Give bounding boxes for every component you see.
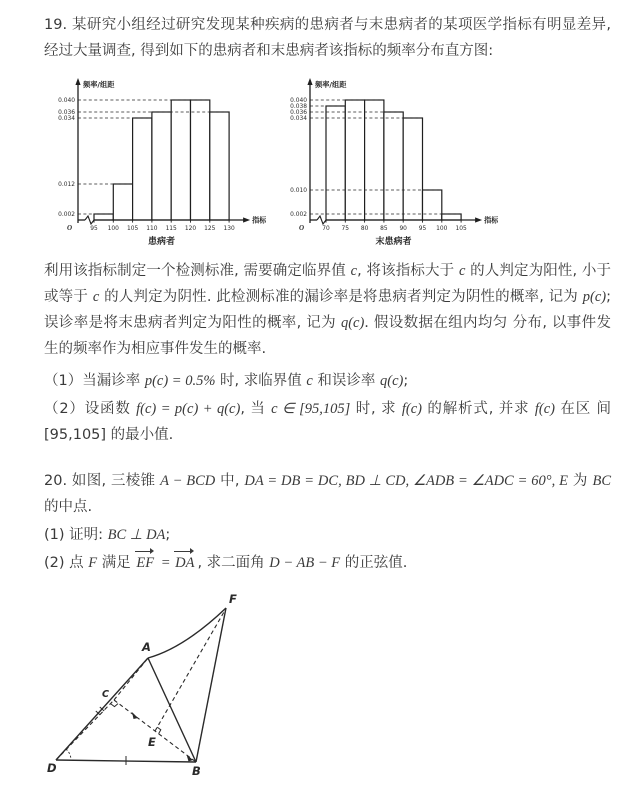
- x-tick-label: 75: [341, 226, 350, 232]
- y-tick-label: 0.002: [290, 212, 307, 219]
- text-segment: BC: [592, 473, 612, 489]
- text-segment: D − AB − F: [269, 555, 341, 571]
- histogram-bar: [191, 100, 210, 220]
- vertex-label-F: F: [229, 592, 237, 606]
- text-segment: f(c) = p(c) + q(c): [136, 401, 241, 417]
- histogram-bar: [384, 112, 403, 220]
- problem-20-statement: [44, 468, 611, 520]
- y-tick-label: 0.040: [58, 98, 75, 105]
- right-angle-mark-E: [157, 727, 161, 734]
- text-segment: c: [458, 263, 466, 279]
- problem-19-statement: [44, 12, 611, 64]
- text-segment: c: [92, 289, 100, 305]
- y-tick-label: 0.002: [58, 212, 75, 219]
- x-axis-title: 指标: [484, 215, 498, 225]
- chart-title: 患病者: [148, 237, 176, 247]
- histogram-diseased: [48, 72, 266, 252]
- text-segment: c: [306, 373, 313, 389]
- x-tick-label: 125: [204, 226, 216, 232]
- histogram-bar: [442, 214, 461, 220]
- x-tick-label: 85: [380, 226, 388, 232]
- text-segment: , 当: [240, 401, 272, 417]
- text-segment: f(c): [534, 401, 555, 417]
- y-tick-label: 0.010: [290, 188, 307, 195]
- histogram-bar: [210, 112, 229, 220]
- text-segment: 19. 某研究小组经过研究发现某种疾病的患病者与末患病者的某项医学指标有明显差异, 经过大量调查, 得到如下的患病者和末患病者该指标的频率分布直方图:: [44, 17, 611, 59]
- x-tick-label: 100: [107, 226, 119, 232]
- text-segment: DA = DB = DC, BD ⊥ CD, ∠ADB = ∠ADC = 60°, E: [244, 473, 568, 489]
- text-segment: (2) 点: [44, 555, 89, 571]
- right-angle-mark-C: [111, 704, 119, 707]
- text-segment: ; 误诊率是将末患病者判定为阳性的概率, 记为: [44, 289, 612, 331]
- histogram-bar: [326, 106, 345, 220]
- x-tick-label: 95: [418, 226, 427, 232]
- text-segment: F: [88, 555, 98, 571]
- x-tick-label: 80: [360, 226, 369, 232]
- arrow-mark-EB: [187, 755, 194, 762]
- edge-AF: [148, 608, 226, 658]
- text-segment: 为: [567, 473, 593, 489]
- axis-break-squiggle: [85, 216, 94, 224]
- text-segment: BC ⊥ DA: [107, 527, 166, 543]
- text-segment: (1) 证明:: [44, 527, 108, 543]
- text-segment: 利用该指标制定一个检测标准, 需要确定临界值: [44, 263, 351, 279]
- y-tick-label: 0.036: [290, 110, 307, 117]
- y-axis-title: 频率/组距: [315, 80, 347, 89]
- text-segment: 的人判定为阴性. 此检测标准的漏诊率是将患病者判定为阴性的概率, 记为: [99, 289, 583, 305]
- text-segment: q(c): [380, 373, 404, 389]
- angle-arc-D: [66, 749, 71, 760]
- x-tick-label: 100: [436, 226, 448, 232]
- x-axis-arrow: [243, 217, 250, 222]
- y-axis-arrow: [307, 78, 312, 85]
- chart-title: 末患病者: [375, 237, 412, 247]
- text-segment: 时, 求临界值: [215, 373, 307, 389]
- y-tick-label: 0.034: [290, 116, 307, 123]
- x-tick-label: 115: [165, 226, 177, 232]
- x-tick-label: 105: [455, 226, 467, 232]
- x-axis-title: 指标: [252, 215, 266, 225]
- text-segment: c: [350, 263, 358, 279]
- text-segment: p(c): [582, 289, 607, 305]
- problem-19-body: [44, 258, 611, 362]
- y-axis-title: 频率/组距: [83, 80, 115, 89]
- text-segment: 的中点.: [44, 499, 93, 515]
- vertex-label-C: C: [102, 689, 109, 700]
- histogram-bar: [423, 190, 442, 220]
- text-segment: A − BCD: [160, 473, 216, 489]
- text-segment: 中,: [215, 473, 245, 489]
- y-tick-label: 0.012: [58, 182, 75, 189]
- x-tick-label: 95: [90, 226, 98, 232]
- text-segment: f(c): [401, 401, 422, 417]
- x-tick-label: 120: [184, 226, 197, 232]
- text-segment: , 求二面角: [197, 555, 270, 571]
- text-segment: c ∈ [95,105]: [271, 401, 351, 417]
- tetrahedron-figure: [46, 588, 611, 796]
- text-segment: . 假设数据在组内均匀 分布, 以事件发生的频率作为相应事件发生的概率.: [44, 315, 612, 357]
- vertex-label-E: E: [148, 735, 156, 749]
- histogram-bar: [133, 118, 152, 220]
- text-segment: 时, 求: [350, 401, 402, 417]
- y-tick-label: 0.040: [290, 98, 307, 105]
- problem-19-question-1: [44, 368, 611, 394]
- text-segment: 的解析式, 并求: [421, 401, 535, 417]
- text-segment: 的人判定为阳性, 小于或等于: [44, 263, 612, 305]
- text-segment: （1）当漏诊率: [44, 373, 145, 389]
- text-segment: 在区 间 [95,105] 的最小值.: [44, 401, 612, 443]
- histogram-bar: [94, 214, 113, 220]
- text-segment: , 将该指标大于: [357, 263, 459, 279]
- text-segment: =: [157, 555, 175, 571]
- problem-20-question-1: [44, 522, 611, 548]
- frequency-histograms: [48, 72, 611, 252]
- histogram-bar: [152, 112, 171, 220]
- arrow-mark-CE: [132, 712, 138, 719]
- problem-20-question-2: [44, 550, 611, 576]
- histogram-bar: [403, 118, 422, 220]
- y-axis-arrow: [75, 78, 80, 85]
- text-segment: q(c): [340, 315, 365, 331]
- x-tick-label: 110: [146, 226, 158, 232]
- x-tick-label: 70: [322, 226, 330, 232]
- origin-label: O: [298, 224, 304, 232]
- x-axis-arrow: [475, 217, 482, 222]
- vertex-label-B: B: [192, 764, 201, 778]
- tetrahedron-svg: [46, 588, 278, 788]
- y-tick-label: 0.038: [290, 104, 307, 111]
- text-segment: 20. 如图, 三棱锥: [44, 473, 161, 489]
- y-tick-label: 0.034: [58, 116, 75, 123]
- problem-19-question-2: [44, 396, 611, 448]
- histogram-not-diseased: [280, 72, 498, 252]
- text-segment: EF: [135, 550, 157, 576]
- x-tick-label: 130: [223, 226, 235, 232]
- text-segment: 满足: [97, 555, 136, 571]
- text-segment: （2）设函数: [44, 401, 137, 417]
- vertex-label-A: A: [142, 640, 151, 654]
- x-tick-label: 105: [126, 226, 139, 232]
- y-tick-label: 0.036: [58, 110, 75, 117]
- text-segment: ;: [165, 527, 171, 543]
- edge-CA-hidden: [114, 658, 148, 700]
- axis-break-squiggle: [317, 216, 326, 224]
- vertex-label-D: D: [47, 761, 57, 775]
- origin-label: O: [66, 224, 72, 232]
- x-tick-label: 90: [399, 226, 407, 232]
- edge-BF: [196, 608, 226, 762]
- histogram-bar: [113, 184, 132, 220]
- text-segment: 和误诊率: [312, 373, 381, 389]
- text-segment: ;: [403, 373, 409, 389]
- text-segment: DA: [174, 550, 197, 576]
- text-segment: 的正弦值.: [340, 555, 408, 571]
- text-segment: p(c) = 0.5%: [144, 373, 216, 389]
- histogram-bar: [171, 100, 190, 220]
